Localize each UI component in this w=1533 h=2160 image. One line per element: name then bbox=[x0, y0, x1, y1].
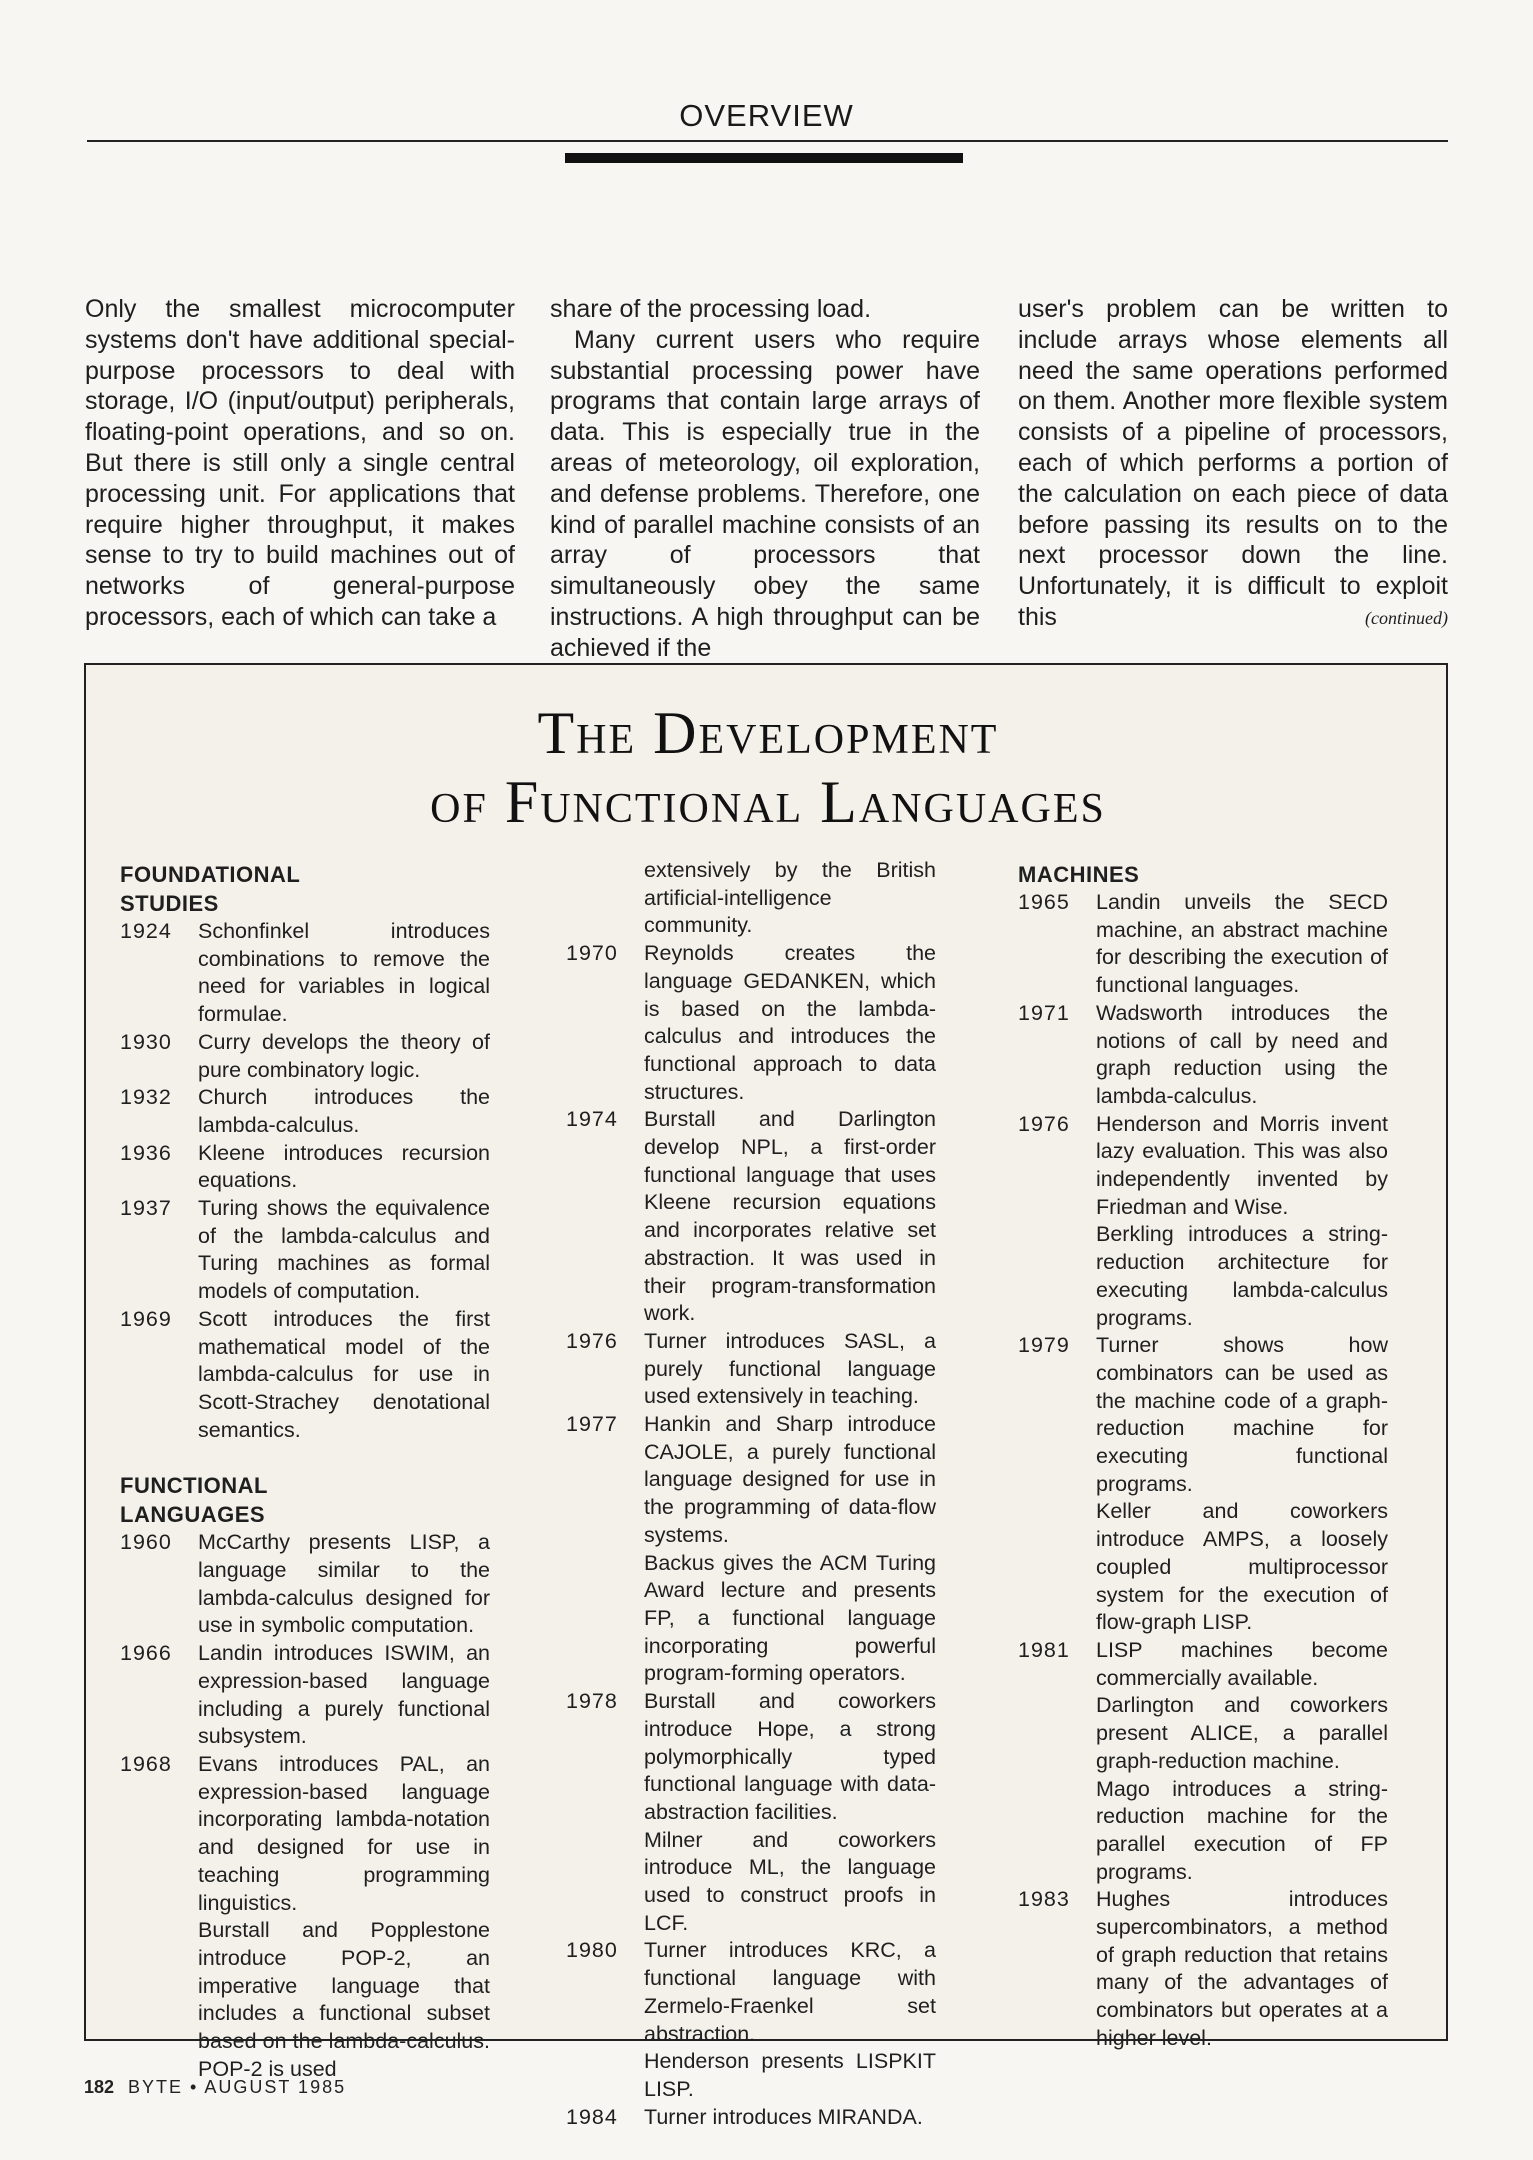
timeline-year: 1970 bbox=[566, 941, 618, 966]
timeline-entry-text: Reynolds creates the language GEDANKEN, which is based on the lambda-calculus and introduces the functional approach to data structures. bbox=[644, 941, 936, 1104]
timeline-year: 1932 bbox=[120, 1085, 172, 1110]
timeline-entry-text: Kleene introduces recursion equations. bbox=[198, 1140, 490, 1193]
timeline-entry-text: Curry develops the theory of pure combinatory logic. bbox=[198, 1029, 490, 1082]
timeline-entry bbox=[566, 1688, 936, 1827]
timeline-year: 1981 bbox=[1018, 1637, 1070, 1662]
timeline-year: 1979 bbox=[1018, 1333, 1070, 1358]
timeline-entry bbox=[120, 1029, 490, 1084]
timeline-column-3 bbox=[1018, 860, 1388, 2053]
section-heading: MACHINES bbox=[1018, 862, 1140, 887]
timeline-year: 1968 bbox=[120, 1751, 172, 1776]
timeline-entry-text: Landin introduces ISWIM, an expression-based language including a purely functional subsystem. bbox=[198, 1641, 490, 1749]
timeline-entry bbox=[1018, 1000, 1388, 1111]
timeline-entry bbox=[120, 1640, 490, 1751]
timeline-entry bbox=[120, 1529, 490, 1640]
timeline-entry-text: Turing shows the equivalence of the lambda-calculus and Turing machines as formal models of computation. bbox=[198, 1196, 490, 1304]
timeline-entry-text: Turner introduces MIRANDA. bbox=[644, 2104, 923, 2129]
timeline-entry-text: Landin unveils the SECD machine, an abstract machine for describing the execution of functional languages. bbox=[1096, 890, 1388, 998]
section-heading: LANGUAGES bbox=[120, 1502, 266, 1528]
timeline-entry-text: Turner shows how combinators can be used as the machine code of a graph-reduction machine for executing functional programs. bbox=[1096, 1333, 1388, 1496]
page-footer bbox=[84, 2077, 346, 2098]
section-heading: FOUNDATIONAL bbox=[120, 862, 301, 887]
timeline-entry bbox=[1018, 1637, 1388, 1692]
intro-paragraph: share of the processing load. bbox=[550, 295, 872, 323]
header-rule bbox=[87, 140, 1448, 142]
intro-paragraph: user's problem can be written to include arrays whose elements all need the same operations performed on them. Another more flexible system consists of a pipeline of processors, each of which performs a portion of the calculation on each piece of data before passing its results on to the next processor down the line. Unfortunately, it is difficult to exploit this bbox=[1018, 295, 1448, 631]
timeline-entry-text: Milner and coworkers introduce ML, the language used to construct proofs in LCF. bbox=[644, 1827, 936, 1935]
timeline-entry bbox=[120, 1751, 490, 1917]
timeline-entry-text: extensively by the British artificial-intelligence community. bbox=[644, 858, 936, 938]
timeline-year: 1969 bbox=[120, 1306, 172, 1331]
timeline-entry-text: Henderson and Morris invent lazy evaluation. This was also independently invented by Friedman and Wise. bbox=[1096, 1111, 1388, 1219]
timeline-entry-text: Backus gives the ACM Turing Award lecture and presents FP, a functional language incorporating powerful program-forming operators. bbox=[644, 1550, 936, 1686]
timeline-entry bbox=[1018, 1332, 1388, 1498]
timeline-column-1 bbox=[120, 860, 490, 2083]
timeline-entry-text: Keller and coworkers introduce AMPS, a loosely coupled multiprocessor system for the execution of flow-graph LISP. bbox=[1096, 1499, 1388, 1635]
timeline-year: 1924 bbox=[120, 919, 172, 943]
intro-column-3 bbox=[1018, 294, 1448, 633]
timeline-year: 1936 bbox=[120, 1140, 172, 1165]
timeline-entry-text: Hughes introduces supercombinators, a method of graph reduction that retains many of the advantages of combinators but operates at a higher level. bbox=[1096, 1887, 1388, 2050]
section-title: OVERVIEW bbox=[679, 98, 854, 133]
timeline-entry-text: Wadsworth introduces the notions of call by need and graph reduction using the lambda-calculus. bbox=[1096, 1000, 1388, 1108]
timeline-entry-text: Turner introduces KRC, a functional language with Zermelo-Fraenkel set abstraction. bbox=[644, 1938, 936, 2046]
timeline-entry bbox=[1018, 1111, 1388, 1222]
timeline-entry bbox=[1018, 1886, 1388, 2052]
page-number: 182 bbox=[84, 2077, 115, 2097]
intro-column-2 bbox=[550, 294, 980, 664]
timeline-entry bbox=[566, 1937, 936, 2048]
timeline-entry-text: Berkling introduces a string-reduction architecture for executing lambda-calculus programs. bbox=[1096, 1222, 1388, 1330]
timeline-entry bbox=[566, 940, 936, 1106]
timeline-entry-text: Burstall and Popplestone introduce POP-2, an imperative language that includes a functional subset based on the lambda-calculus. POP-2 is used bbox=[198, 1918, 490, 2081]
timeline-entry-text: Church introduces the lambda-calculus. bbox=[198, 1085, 490, 1137]
timeline-entry bbox=[120, 1306, 490, 1445]
timeline-year: 1984 bbox=[566, 2104, 618, 2129]
timeline-entry bbox=[566, 1106, 936, 1328]
timeline-entry-text: Turner introduces SASL, a purely functional language used extensively in teaching. bbox=[644, 1328, 936, 1409]
timeline-year: 1978 bbox=[566, 1689, 618, 1714]
timeline-entry bbox=[120, 1140, 490, 1195]
timeline-entry bbox=[120, 918, 490, 1029]
timeline-year: 1976 bbox=[1018, 1111, 1070, 1136]
timeline-year: 1937 bbox=[120, 1196, 172, 1221]
timeline-entry-text: McCarthy presents LISP, a language similar to the lambda-calculus designed for use in symbolic computation. bbox=[198, 1530, 490, 1638]
timeline-entry bbox=[1018, 889, 1388, 1000]
box-title-line-2: of Functional Languages bbox=[430, 769, 1106, 835]
timeline-column-2 bbox=[566, 857, 936, 2131]
timeline-year: 1971 bbox=[1018, 1000, 1070, 1025]
intro-column-1 bbox=[85, 294, 515, 633]
timeline-year: 1974 bbox=[566, 1107, 618, 1132]
timeline-year: 1930 bbox=[120, 1029, 172, 1054]
intro-paragraph: Only the smallest microcomputer systems don't have additional special-purpose processors to deal with storage, I/O (input/output) peripherals, floating-point operations, and so on. But there is still only a single central processing unit. For applications that require higher throughput, it makes sense to try to build machines out of networks of general-purpose processors, each of which can take a bbox=[85, 295, 515, 631]
timeline-entry bbox=[566, 1411, 936, 1550]
timeline-year: 1960 bbox=[120, 1530, 172, 1555]
timeline-entry-text: Darlington and coworkers present ALICE, a parallel graph-reduction machine. bbox=[1096, 1693, 1388, 1773]
timeline-entry bbox=[566, 2104, 936, 2132]
section-heading: FUNCTIONAL bbox=[120, 1473, 268, 1499]
timeline-entry bbox=[120, 1195, 490, 1306]
timeline-entry-text: Schonfinkel introduces combinations to remove the need for variables in logical formulae. bbox=[198, 919, 490, 1027]
header-bar bbox=[565, 153, 963, 163]
intro-paragraph: Many current users who require substantial processing power have programs that contain large arrays of data. This is especially true in the areas of meteorology, oil exploration, and defense problems. Therefore, one kind of parallel machine consists of an array of processors that simultaneously obey the same instructions. A high throughput can be achieved if the bbox=[550, 325, 980, 662]
timeline-year: 1976 bbox=[566, 1328, 618, 1353]
timeline-year: 1966 bbox=[120, 1641, 172, 1666]
timeline-entry-text: Scott introduces the first mathematical model of the lambda-calculus for use in Scott-Strachey denotational semantics. bbox=[198, 1306, 490, 1442]
timeline-entry-text: Evans introduces PAL, an expression-based language incorporating lambda-notation and designed for use in teaching programming linguistics. bbox=[198, 1751, 490, 1915]
timeline-entry-text: Hankin and Sharp introduce CAJOLE, a purely functional language designed for use in the programming of data-flow systems. bbox=[644, 1412, 936, 1547]
timeline-year: 1965 bbox=[1018, 890, 1070, 914]
timeline-year: 1980 bbox=[566, 1938, 618, 1963]
timeline-entry-text: LISP machines become commercially available. bbox=[1096, 1637, 1388, 1690]
timeline-entry bbox=[120, 1084, 490, 1139]
timeline-entry bbox=[566, 1328, 936, 1411]
timeline-year: 1983 bbox=[1018, 1887, 1070, 1912]
timeline-entry-text: Mago introduces a string-reduction machine for the parallel execution of FP programs. bbox=[1096, 1776, 1388, 1884]
timeline-entry-text: Burstall and Darlington develop NPL, a first-order functional language that uses Kleene recursion equations and incorporates relative set abstraction. It was used in their program-transformation work. bbox=[644, 1107, 936, 1326]
publication-info: BYTE • AUGUST 1985 bbox=[128, 2077, 347, 2097]
section-heading: STUDIES bbox=[120, 891, 219, 916]
timeline-entry-text: Burstall and coworkers introduce Hope, a strong polymorphically typed functional language with data-abstraction facilities. bbox=[644, 1689, 936, 1824]
timeline-year: 1977 bbox=[566, 1412, 618, 1437]
continued-note: (continued) bbox=[1365, 608, 1448, 628]
box-title-line-1: The Development bbox=[537, 700, 999, 766]
timeline-entry-text: Henderson presents LISPKIT LISP. bbox=[644, 2049, 936, 2101]
